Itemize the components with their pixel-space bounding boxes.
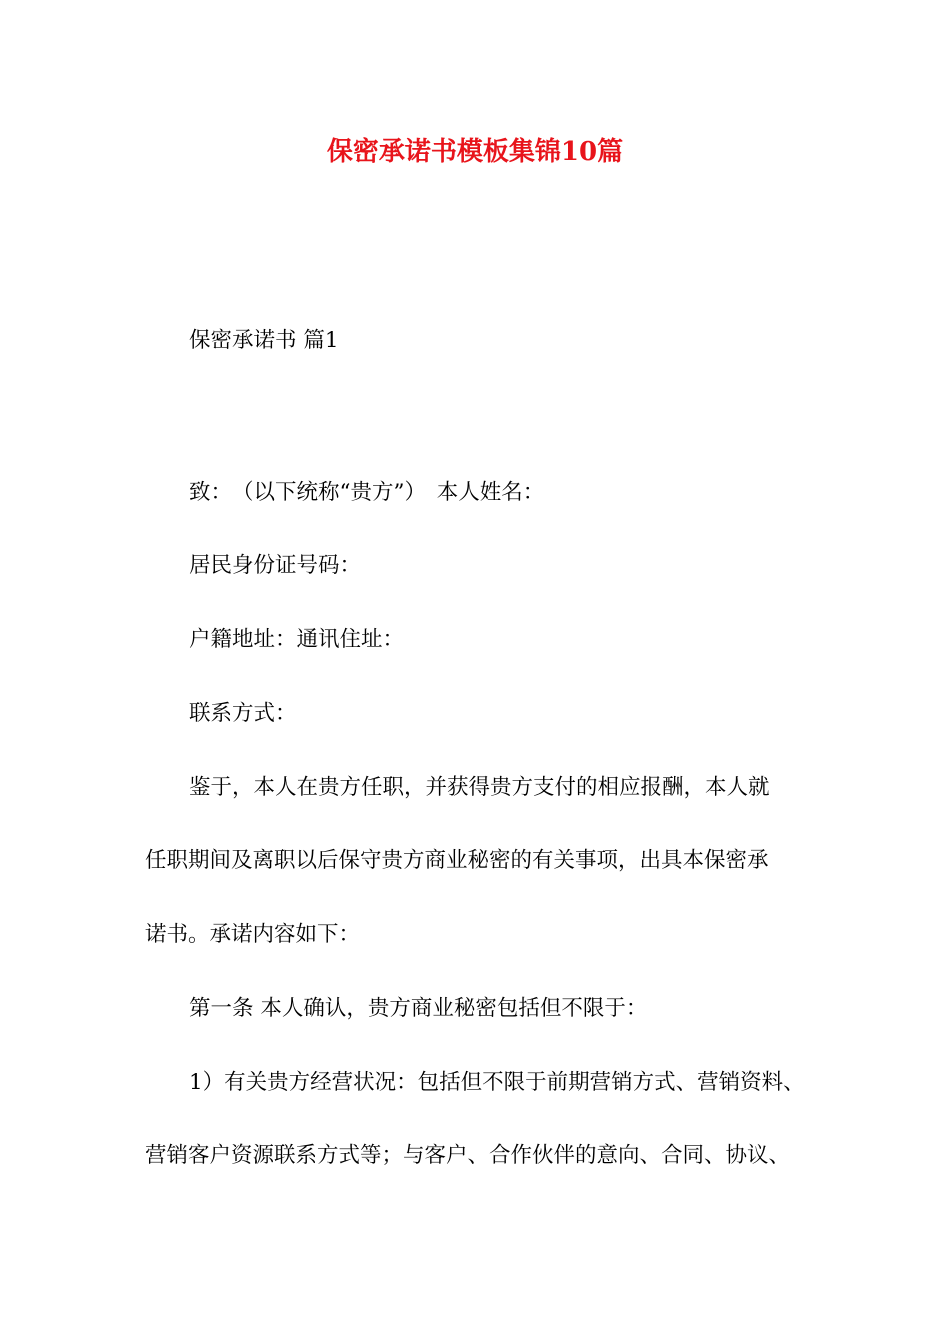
document-title: 保密承诺书模板集锦10篇 — [326, 137, 624, 167]
article-one-line: 第一条 本人确认，贵方商业秘密包括但不限于： — [189, 996, 648, 1021]
paragraph-line: 任职期间及离职以后保守贵方商业秘密的有关事项，出具本保密承 — [145, 848, 769, 873]
contact-line: 联系方式： — [189, 701, 297, 726]
addressee-line: 致： （以下统称“贵方”） 本人姓名： — [189, 480, 545, 505]
paragraph-line: 营销客户资源联系方式等；与客户、合作伙伴的意向、合同、协议、 — [145, 1143, 791, 1168]
paragraph-line: 鉴于，本人在贵方任职，并获得贵方支付的相应报酬，本人就 — [189, 775, 770, 800]
address-line: 户籍地址：通讯住址： — [189, 627, 405, 652]
section-heading: 保密承诺书 篇1 — [189, 328, 339, 353]
id-number-line: 居民身份证号码： — [189, 553, 362, 578]
paragraph-line: 诺书。承诺内容如下： — [145, 922, 361, 947]
paragraph-line: 1）有关贵方经营状况：包括但不限于前期营销方式、营销资料、 — [189, 1070, 805, 1095]
